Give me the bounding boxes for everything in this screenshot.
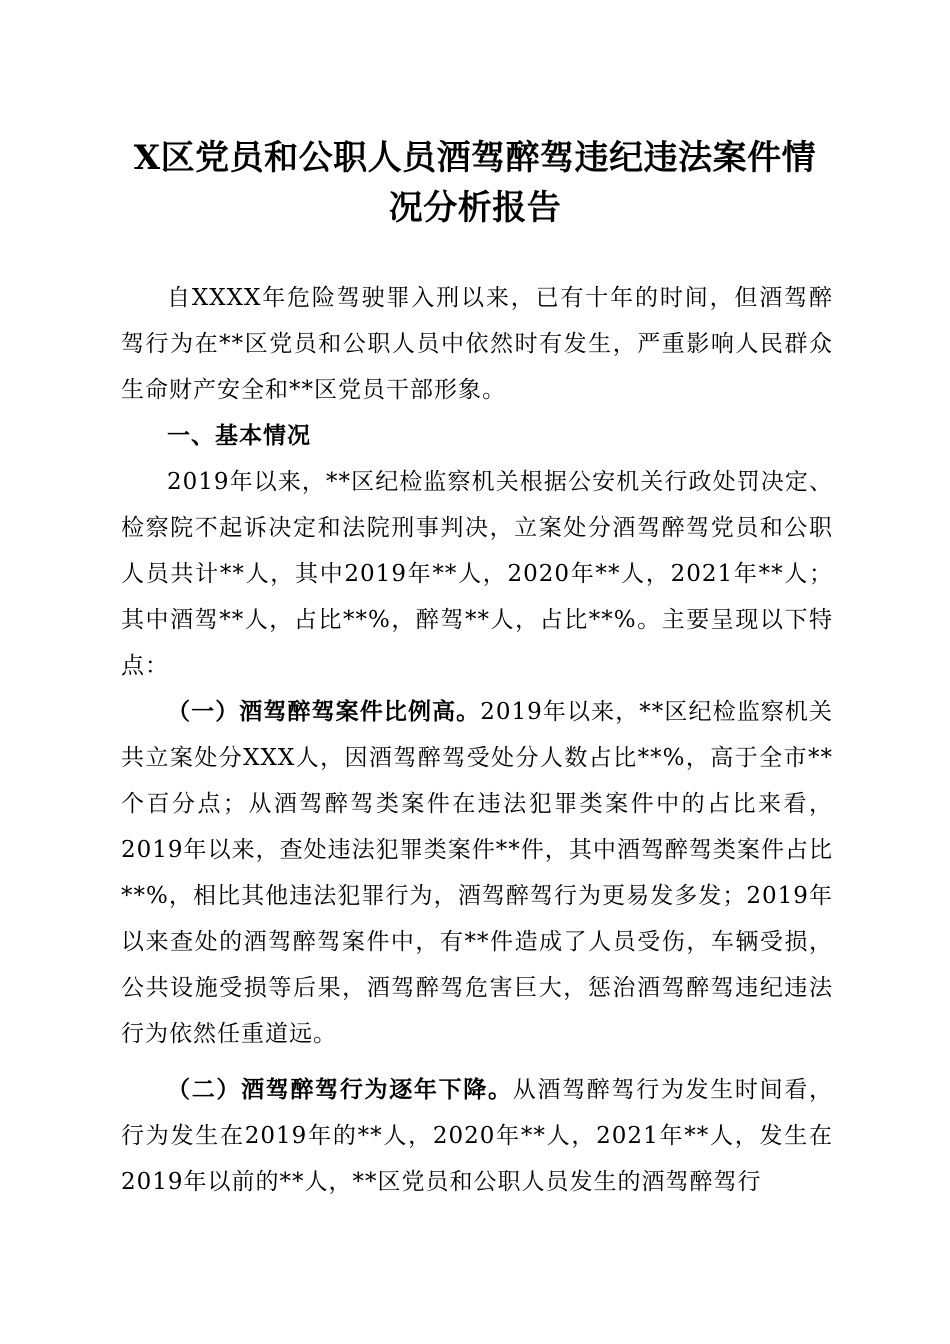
basic-situation-paragraph: 2019年以来，**区纪检监察机关根据公安机关行政处罚决定、检察院不起诉决定和法院刑事判决，立案处分酒驾醉驾党员和公职人员共计**人，其中2019年**人，2020年**人，2021年**人；其中酒驾**人，占比**%，醉驾**人，占比**%。主要呈现以下特点： [121, 469, 833, 679]
document-body [121, 275, 833, 1205]
point-one-paragraph [121, 689, 833, 1057]
title-line-2: 况分析报告 [388, 188, 562, 228]
point-one-lead: （一）酒驾醉驾案件比例高。 [167, 699, 481, 725]
point-one-body: 2019年以来，**区纪检监察机关共立案处分XXX人，因酒驾醉驾受处分人数占比**%，高于全市**个百分点；从酒驾醉驾类案件在违法犯罪类案件中的占比来看，2019年以来，查处违法犯罪类案件**件，其中酒驾醉驾类案件占比**%，相比其他违法犯罪行为，酒驾醉驾行为更易发多发；2019年以来查处的酒驾醉驾案件中，有**件造成了人员受伤，车辆受损，公共设施受损等后果，酒驾醉驾危害巨大，惩治酒驾醉驾违纪违法行为依然任重道远。 [121, 699, 833, 1047]
point-two-lead: （二）酒驾醉驾行为逐年下降。 [167, 1077, 513, 1103]
intro-paragraph: 自XXXX年危险驾驶罪入刑以来，已有十年的时间，但酒驾醉驾行为在**区党员和公职人员中依然时有发生，严重影响人民群众生命财产安全和**区党员干部形象。 [121, 285, 833, 403]
point-two-body: 从酒驾醉驾行为发生时间看，行为发生在2019年的**人，2020年**人，2021年**人，发生在2019年以前的**人，**区党员和公职人员发生的酒驾醉驾行 [121, 1077, 834, 1195]
section-heading-basic-situation: 一、基本情况 [167, 423, 311, 449]
point-two-paragraph [121, 1067, 833, 1205]
title-line-1: X区党员和公职人员酒驾醉驾违纪违法案件情 [133, 138, 817, 178]
document-title [100, 133, 850, 233]
